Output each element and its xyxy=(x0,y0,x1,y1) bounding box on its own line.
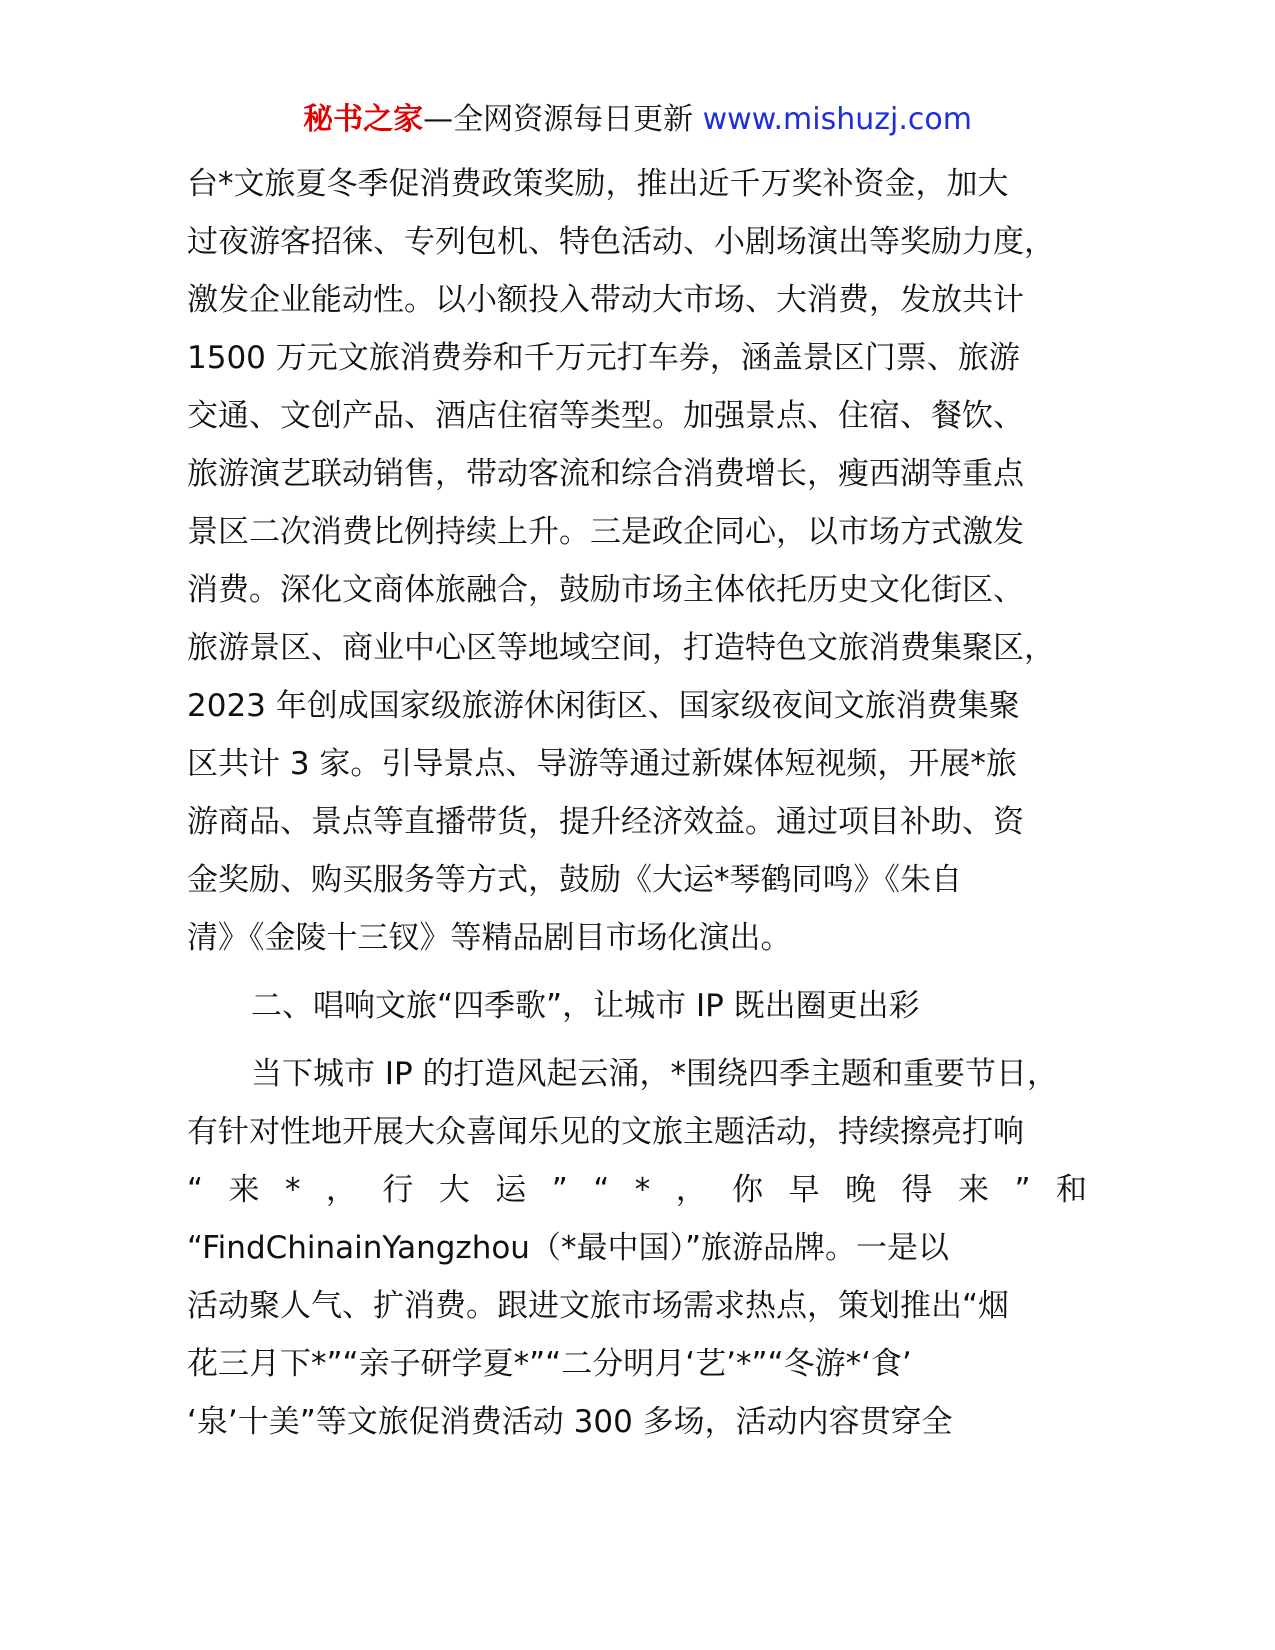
site-tagline: —全网资源每日更新 xyxy=(423,102,694,137)
site-header xyxy=(0,98,1275,142)
text-char: 晚 xyxy=(845,1172,877,1208)
text-line: 有针对性地开展大众喜闻乐见的文旅主题活动，持续擦亮打响 xyxy=(187,1114,1024,1150)
text-char: 和 xyxy=(1055,1172,1087,1208)
site-url-link[interactable]: www.mishuzj.com xyxy=(702,102,972,137)
text-char: “ xyxy=(187,1172,204,1208)
text-line: 台*文旅夏冬季促消费政策奖励，推出近千万奖补资金，加大 xyxy=(187,166,1009,202)
text-line: 消费。深化文商体旅融合，鼓励市场主体依托历史文化街区、 xyxy=(187,572,1024,608)
text-line: 旅游演艺联动销售，带动客流和综合消费增长，瘦西湖等重点 xyxy=(187,456,1024,492)
text-line: 2023 年创成国家级旅游休闲街区、国家级夜间文旅消费集聚 xyxy=(187,688,1020,724)
text-char: “ xyxy=(593,1172,610,1208)
section-heading: 二、唱响文旅“四季歌”，让城市 IP 既出圈更出彩 xyxy=(251,988,920,1024)
text-line-justified xyxy=(187,1161,1087,1219)
text-line: 活动聚人气、扩消费。跟进文旅市场需求热点，策划推出“烟 xyxy=(187,1288,1010,1324)
text-line: ‘泉’十美”等文旅促消费活动 300 多场，活动内容贯穿全 xyxy=(187,1404,953,1440)
text-char: 大 xyxy=(438,1172,470,1208)
text-char: 早 xyxy=(788,1172,820,1208)
text-line: 景区二次消费比例持续上升。三是政企同心，以市场方式激发 xyxy=(187,514,1024,550)
text-char: ， xyxy=(675,1172,707,1208)
text-line: “FindChinainYangzhou（*最中国）”旅游品牌。一是以 xyxy=(187,1230,950,1266)
text-char: 运 xyxy=(495,1172,527,1208)
text-line: 金奖励、购买服务等方式，鼓励《大运*琴鹤同鸣》《朱自 xyxy=(187,862,962,898)
text-char: 来 xyxy=(228,1172,260,1208)
text-line: 当下城市 IP 的打造风起云涌，*围绕四季主题和重要节日， xyxy=(251,1056,1059,1092)
text-char: 得 xyxy=(901,1172,933,1208)
text-line: 花三月下*”“亲子研学夏*”“二分明月‘艺’*”“冬游*‘食’ xyxy=(187,1346,912,1382)
text-line: 旅游景区、商业中心区等地域空间，打造特色文旅消费集聚区， xyxy=(187,630,1055,666)
text-char: ” xyxy=(551,1172,568,1208)
text-char: ” xyxy=(1014,1172,1031,1208)
text-char: 来 xyxy=(957,1172,989,1208)
text-line: 1500 万元文旅消费券和千万元打车券，涵盖景区门票、旅游 xyxy=(187,340,1020,376)
document-body xyxy=(187,155,1087,1451)
text-char: * xyxy=(634,1172,651,1208)
text-line: 过夜游客招徕、专列包机、特色活动、小剧场演出等奖励力度， xyxy=(187,224,1055,260)
text-line: 交通、文创产品、酒店住宿等类型。加强景点、住宿、餐饮、 xyxy=(187,398,1024,434)
site-brand: 秘书之家 xyxy=(303,102,424,137)
text-char: 你 xyxy=(732,1172,764,1208)
text-line: 清》《金陵十三钗》等精品剧目市场化演出。 xyxy=(187,920,792,956)
text-line: 激发企业能动性。以小额投入带动大市场、大消费，发放共计 xyxy=(187,282,1024,318)
text-char: 行 xyxy=(382,1172,414,1208)
text-line: 游商品、景点等直播带货，提升经济效益。通过项目补助、资 xyxy=(187,804,1024,840)
text-char: * xyxy=(284,1172,301,1208)
text-line: 区共计 3 家。引导景点、导游等通过新媒体短视频，开展*旅 xyxy=(187,746,1017,782)
text-char: ， xyxy=(325,1172,357,1208)
